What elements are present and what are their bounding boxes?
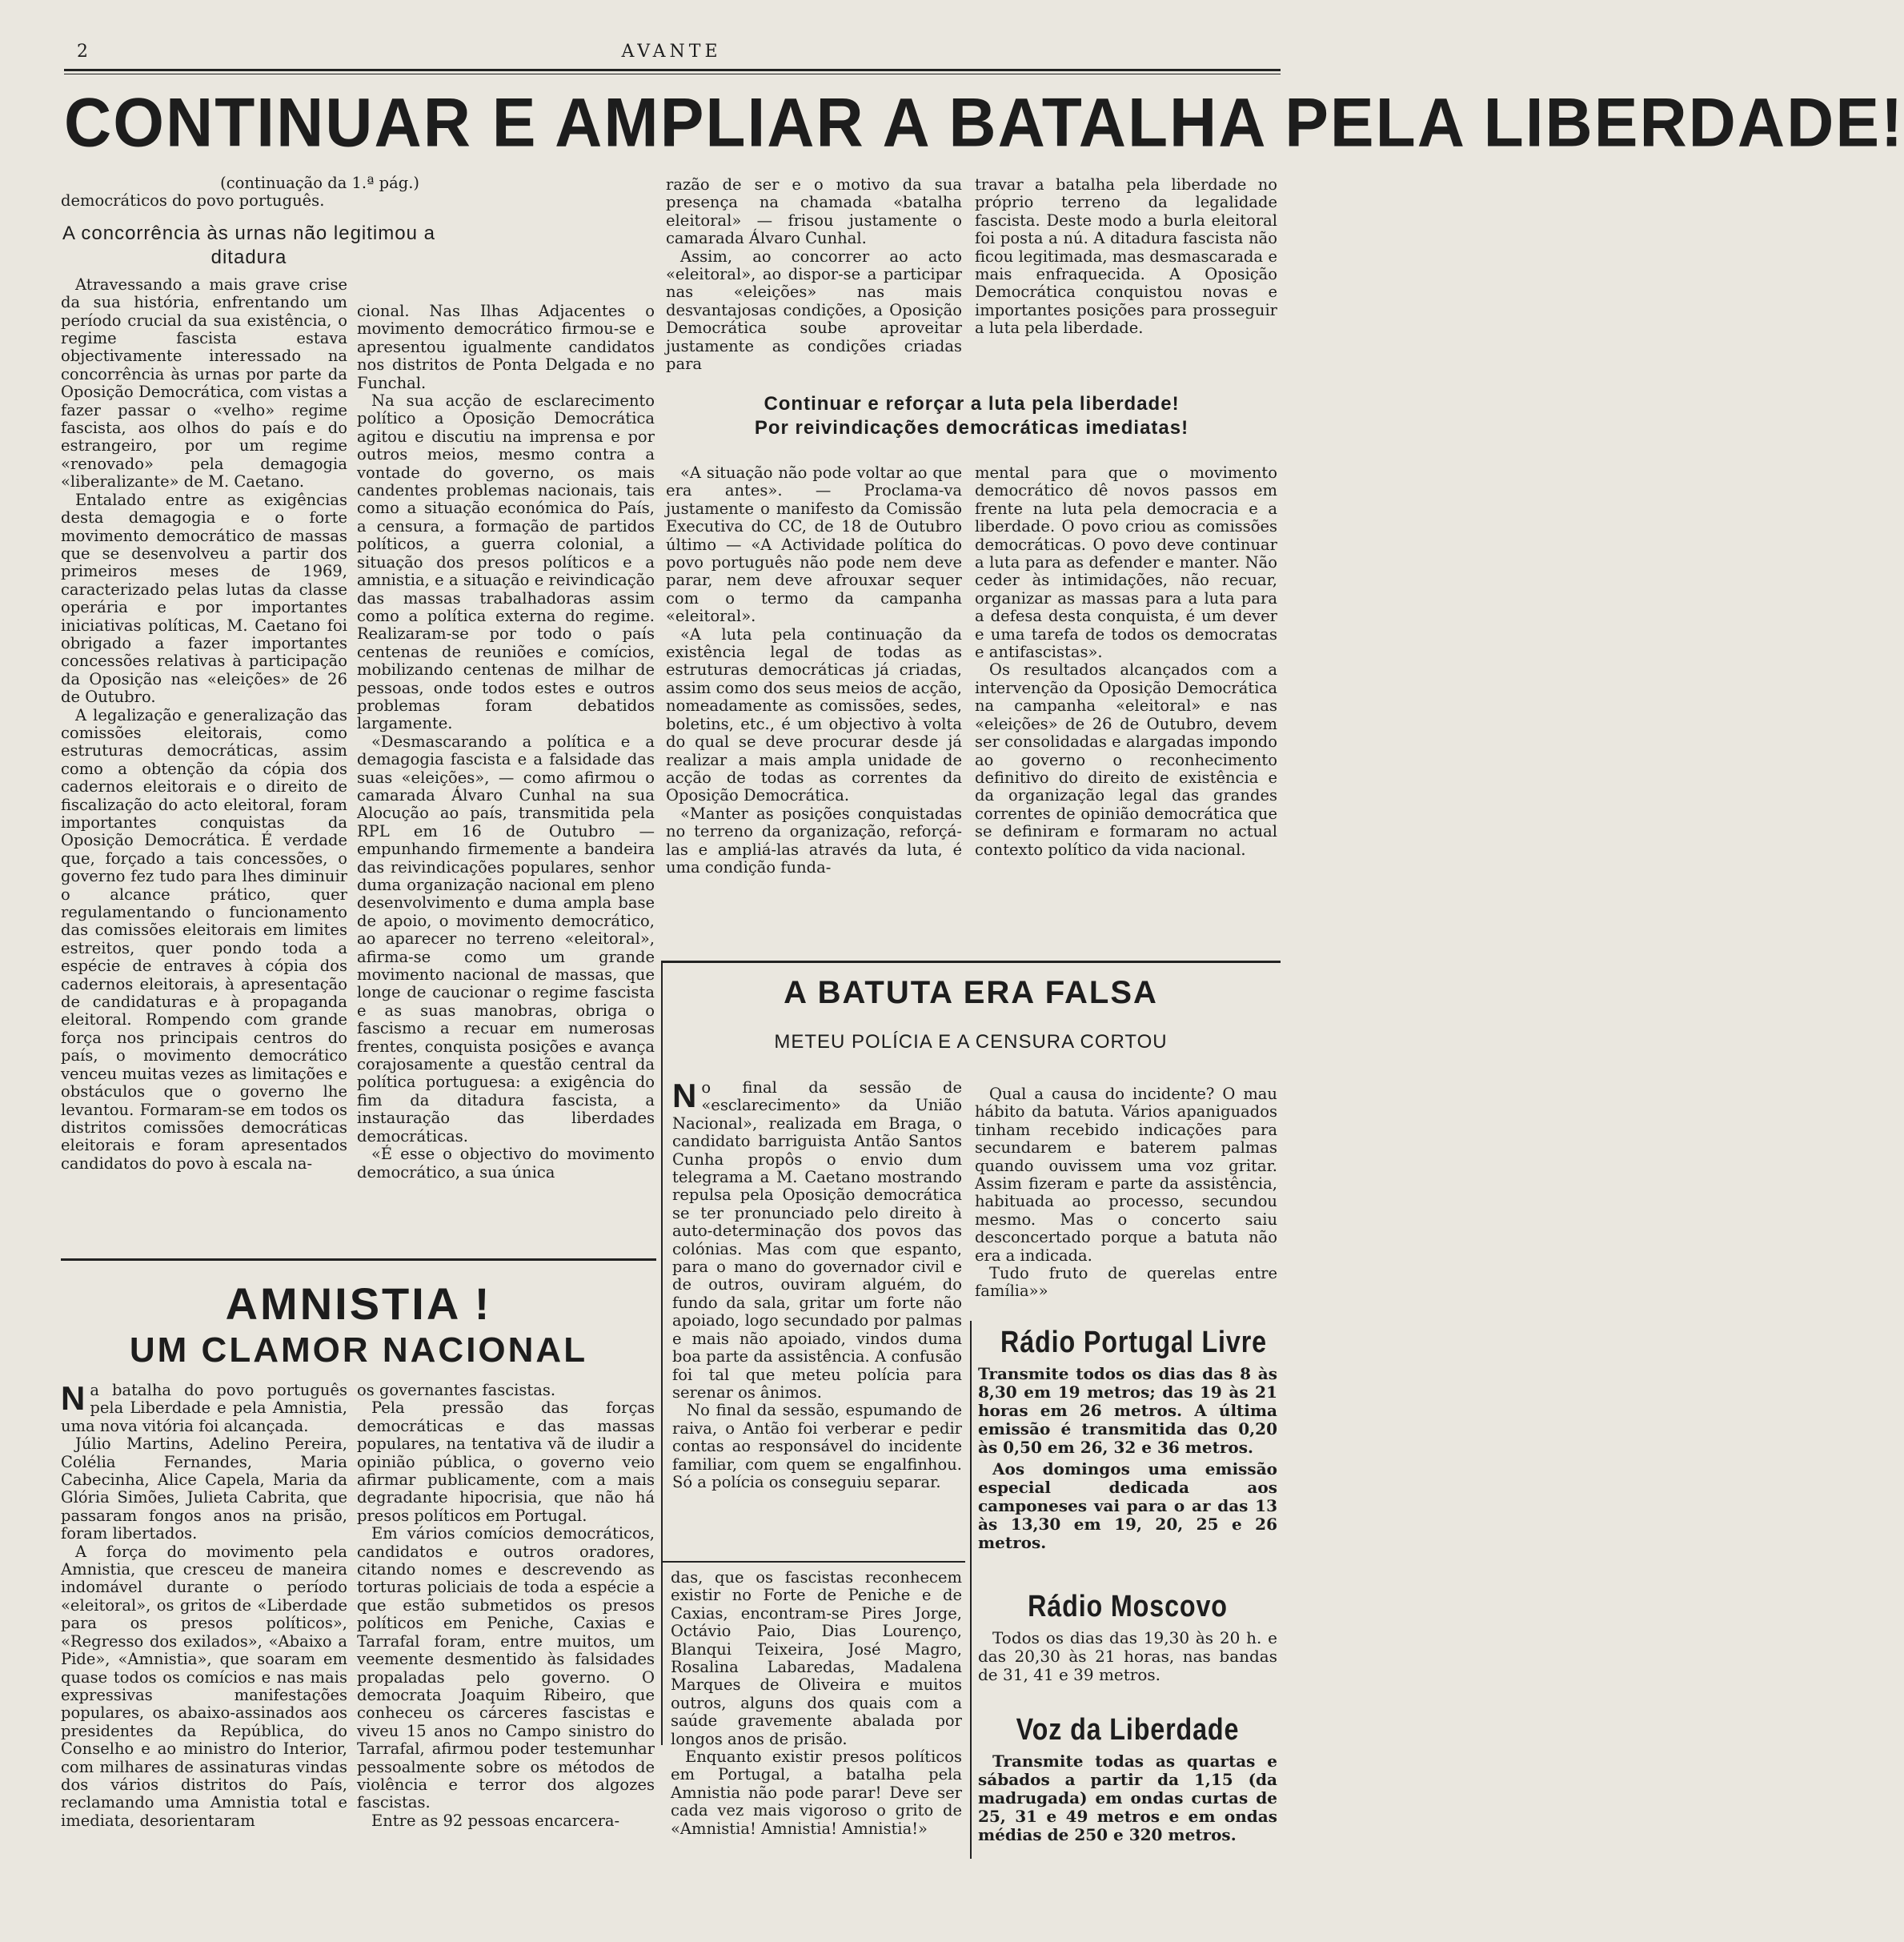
article-paragraph: o final da sessão de «esclarecimento» da União Nacional», realizada em Braga, o candidato barriguista Antão Santos Cunha propôs o envio dum telegrama a M. Caetano mostrando repulsa pela Oposição democrática se ter pronunciado pelo direito à auto-determinação dos povos das colónias. Mas com que espanto, para o mano do governador civil e de outros, ouviram alguém, do fundo da sala, gritar um forte não apoiado, logo secundado por palmas e mais não apoiado, vindos duma boa parte da assistência. A confusão foi tal que meteu polícia para serenar os ânimos. [672, 1078, 962, 1402]
article-paragraph: cional. Nas Ilhas Adjacentes o movimento democrático firmou-se e apresentou igualmente candidatos nos distritos de Ponta Delgada e no Funchal. [357, 302, 655, 392]
page-headline: CONTINUAR E AMPLIAR A BATALHA PELA LIBERDADE! [64, 84, 1904, 162]
article-paragraph: travar a batalha pela liberdade no próprio terreno da legalidade fascista. Deste modo a burla eleitoral foi posta a nú. A ditadura fascista não ficou legitimada, mas desmascarada e mais enfraquecida. A Oposição Democrática conquistou novas e importantes posições para prosseguir a luta pela liberdade. [975, 175, 1277, 338]
article-paragraph: Pela pressão das forças democráticas e das massas populares, na tentativa vã de iludir a opinião pública, o governo veio afirmar publicamente, com a mais degradante hipocrisia, que não há presos políticos em Portugal. [357, 1398, 655, 1525]
article-paragraph: Os resultados alcançados com a intervenção da Oposição Democrática na campanha «eleitoral» e nas «eleições» de 26 de Outubro, devem ser consolidadas e alargadas impondo ao governo o reconhecimento definitivo do direito de existência e da organização legal das grandes correntes de opinião democrática que se definiram e formaram no actual contexto político da vida nacional. [975, 660, 1277, 859]
article-paragraph: Enquanto existir presos políticos em Portugal, a batalha pela Amnistia não pode parar! Deve ser cada vez mais vigoroso o grito de «Amnistia! Amnistia! Amnistia!» [671, 1747, 962, 1838]
batuta-top-rule [661, 961, 1281, 963]
page-number: 2 [77, 42, 88, 62]
article-paragraph: «Desmascarando a política e a demagogia fascista e a falsidade das suas «eleições», — como afirmou o camarada Álvaro Cunhal na sua Alocução ao país, transmitida pela RPL em 16 de Outubro — empunhando firmemente a bandeira das reivindicações populares, senhor duma organização nacional em pleno desenvolvimento e duma ampla base de apoio, o movimento democrático, ao aparecer no terreno «eleitoral», afirma-se como um grande movimento nacional de massas, que longe de caucionar o regime fascista e as suas manobras, obriga o fascismo a recuar em numerosas frentes, conquista posições e avança corajosamente a questão central da política portuguesa: a exigência do fim da ditadura fascista, a instauração das liberdades democráticas. [357, 732, 655, 1146]
radio-moscovo [978, 1590, 1277, 1684]
batuta-title: A BATUTA ERA FALSA [784, 975, 1158, 1010]
article-paragraph: a batalha do povo português pela Liberdade e pela Amnistia, uma nova vitória foi alcançada. [61, 1381, 347, 1435]
article-paragraph: «Manter as posições conquistadas no terreno da organização, reforçá-las e ampliá-las através da luta, é uma condição funda- [666, 804, 962, 877]
article-paragraph: «A luta pela continuação da existência legal de todas as estruturas democráticas já criadas, assim como dos seus meios de acção, nomeadamente as comissões, sedes, boletins, etc., é um objectivo à volta do qual se deve procurar desde já realizar a mais ampla unidade de acção de todas as correntes da Oposição Democrática. [666, 624, 962, 805]
amnistia-column-2 [357, 1382, 655, 1830]
amnistia-title: AMNISTIA ! [225, 1278, 492, 1329]
article-paragraph: Assim, ao concorrer ao acto «eleitoral», ao dispor-se a participar nas «eleições» nas mais desvantajosas condições, a Oposição Democrática soube aproveitar justamente as condições criadas para [666, 247, 962, 374]
subheading-urnas: A concorrência às urnas não legitimou a ditadura [62, 222, 435, 268]
article-paragraph: Júlio Martins, Adelino Pereira, Colélia Fernandes, Maria Cabecinha, Alice Capela, Maria da Glória Simões, Julieta Cabrita, que passaram fongos anos na prisão, foram libertados. [61, 1434, 347, 1543]
article-column-2 [357, 303, 655, 1182]
article-paragraph: Entalado entre as exigências desta demagogia e o forte movimento democrático de massas que se desenvolveu a partir dos primeiros meses de 1969, caracterizado pelas lutas da classe operária e por importantes iniciativas políticas, M. Caetano foi obrigado a fazer importantes concessões relativas à participação da Oposição nas «eleições» de 26 de Outubro. [61, 490, 347, 707]
continuation-note: (continuação da 1.ª pág.) [220, 174, 419, 192]
subheading-continuar [666, 392, 1277, 440]
intro-line: democráticos do povo português. [61, 191, 325, 211]
article-paragraph: A legalização e generalização das comissões eleitorais, como estruturas democráticas, assim como a obtenção da cópia dos cadernos eleitorais e o direito de fiscalização do acto eleitoral, foram importantes conquistas da Oposição Democrática. É verdade que, forçado a tais concessões, o governo fez tudo para lhes diminuir o alcance prático, quer regulamentando o funcionamento das comissões eleitorais em limites estreitos, quer pondo toda a espécie de entraves à cópia dos cadernos eleitorais, à apresentação de candidaturas e à propaganda eleitoral. Rompendo com grande força nos principais centros do país, o movimento democrático venceu muitas vezes as limitações e obstáculos que o governo lhe levantou. Formaram-se em todos os distritos comissões democráticas eleitorais e foram apresentados candidatos do povo à escala na- [61, 705, 347, 1173]
radio-schedule: Transmite todos os dias das 8 às 8,30 em 19 metros; das 19 às 21 horas em 26 metros. A última emissão é transmitida das 0,20 às 0,50 em 26, 32 e 36 metros. [978, 1364, 1277, 1457]
article-paragraph: A força do movimento pela Amnistia, que cresceu de maneira indomável durante o período «eleitoral», os gritos de «Liberdade para os presos políticos», «Regresso dos exilados», «Abaixo a Pide», «Amnistia», que soaram em quase todos os comícios e nas mais expressivas manifestações populares, os abaixo-assinados aos presidentes da República, do Conselho e ao ministro do Interior, com milhares de assinaturas vindas dos vários distritos do País, reclamando uma Amnistia total e imediata, desorientaram [61, 1542, 347, 1830]
amnistia-top-rule [61, 1258, 656, 1261]
radio-name: Rádio Portugal Livre [1000, 1326, 1267, 1359]
radio-name: Voz da Liberdade [1016, 1713, 1240, 1747]
article-paragraph: No final da sessão, espumando de raiva, o Antão foi verberar e pedir contas ao responsável do incidente familiar, com quem se engalfinhou. Só a polícia os conseguiu separar. [672, 1401, 962, 1491]
radio-voz-liberdade [978, 1713, 1277, 1844]
subheading-line-2: Por reivindicações democráticas imediatas! [754, 417, 1189, 439]
article-paragraph: «A situação não pode voltar ao que era antes». — Proclama-va justamente o manifesto da Comissão Executiva do CC, de 18 de Outubro último — «A Actividade política do povo português não pode nem deve parar, nem deve afrouxar sequer com o termo da campanha «eleitoral». [666, 463, 962, 626]
article-paragraph: Atravessando a mais grave crise da sua história, enfrentando um período crucial da sua existência, o regime fascista estava objectivamente interessado na concorrência às urnas por parte da Oposição Democrática, com vistas a fazer passar o «velho» regime fascista, aos olhos do país e do estrangeiro, por um regime «renovado» pela demagogia «liberalizante» de M. Caetano. [61, 275, 347, 492]
masthead: AVANTE [621, 42, 722, 62]
radio-left-rule [970, 1321, 972, 1859]
radio-portugal-livre [978, 1326, 1277, 1552]
article-column-4 [975, 176, 1277, 338]
article-paragraph: Entre as 92 pessoas encarcera- [371, 1811, 620, 1830]
radio-name: Rádio Moscovo [1028, 1590, 1228, 1623]
article-paragraph: razão de ser e o motivo da sua presença na chamada «batalha eleitoral» — frisou justamente o camarada Álvaro Cunhal. [666, 175, 962, 248]
batuta-bottom-rule [661, 1561, 965, 1563]
batuta-column-1 [672, 1079, 962, 1491]
amnistia-subtitle: UM CLAMOR NACIONAL [129, 1330, 588, 1370]
radio-schedule: Transmite todas as quartas e sábados a partir da 1,15 (da madrugada) em ondas curtas de 25, 31 e 49 metros e em ondas médias de 250 e 320 metros. [978, 1751, 1277, 1844]
article-column-3b [666, 464, 962, 877]
subheading-line-1: Continuar e reforçar a luta pela liberdade! [764, 393, 1180, 415]
radio-schedule: Aos domingos uma emissão especial dedicada aos camponeses vai para o ar das 13 às 13,30 em 19, 20, 25 e 26 metros. [978, 1459, 1277, 1552]
article-paragraph: Qual a causa do incidente? O mau hábito da batuta. Vários apaniguados tinham recebido indicações para secundarem e baterem palmas quando ouvissem uma voz gritar. Assim fizeram e parte da assistência, habituada ao processo, secundou mesmo. Mas o concerto saiu desconcertado porque a batuta não era a indicada. [975, 1085, 1277, 1265]
article-column-3 [666, 176, 962, 373]
article-paragraph: Na sua acção de esclarecimento político a Oposição Democrática agitou e discutiu na imprensa e por outros meios, mesmo contra a vontade do governo, os mais candentes problemas nacionais, tais como a situação económica do País, a censura, a formação de partidos políticos, a guerra colonial, a situação dos presos políticos e a amnistia, e a situação e reivindicação das massas trabalhadoras assim como a política externa do regime. Realizaram-se por todo o país centenas de reuniões e comícios, mobilizando centenas de milhar de pessoas, onde todos estes e outros problemas foram debatidos largamente. [357, 391, 655, 733]
batuta-column-2 [975, 1085, 1277, 1301]
radio-schedule: Todos os dias das 19,30 às 20 h. e das 20,30 às 21 horas, nas bandas de 31, 41 e 39 metros. [978, 1628, 1277, 1684]
amnistia-column-3 [671, 1569, 962, 1838]
amnistia-column-1 [61, 1379, 347, 1830]
batuta-subtitle: METEU POLÍCIA E A CENSURA CORTOU [774, 1031, 1168, 1053]
article-column-4b [975, 464, 1277, 859]
batuta-dropcap: N [672, 1077, 697, 1114]
article-paragraph: mental para que o movimento democrático dê novos passos em frente na luta pela democracia e a liberdade. O povo criou as comissões democráticas. O povo deve continuar a luta para as defender e manter. Não ceder às intimidações, não recuar, organizar as massas para a luta para a defesa desta conquista, é um dever e uma tarefa de todos os democratas e antifascistas». [975, 463, 1277, 662]
article-paragraph: das, que os fascistas reconhecem existir no Forte de Peniche e de Caxias, encontram-se Pires Jorge, Octávio Paio, Dias Lourenço, Blanqui Teixeira, José Magro, Rosalina Labaredas, Madalena Marques de Oliveira e muitos outros, alguns dos quais com a saúde gravemente abalada por longos anos de prisão. [671, 1568, 962, 1748]
article-paragraph: os governantes fascistas. [357, 1381, 556, 1399]
article-paragraph: Tudo fruto de querelas entre família»» [975, 1264, 1277, 1301]
article-paragraph: Em vários comícios democráticos, candidatos e outros oradores, citando nomes e descrevendo as torturas policiais de toda a espécie a que estão submetidos os presos políticos em Peniche, Caxias e Tarrafal foram, entre muitos, um veemente desmentido às falsidades propaladas pelo governo. O democrata Joaquim Ribeiro, que conheceu os cárceres fascistas e viveu 15 anos no Campo sinistro do Tarrafal, afirmou poder testemunhar pessoalmente sobre os métodos de violência e terror dos algozes fascistas. [357, 1524, 655, 1812]
article-paragraph: «É esse o objectivo do movimento democrático, a sua única [357, 1145, 655, 1182]
batuta-left-rule [661, 961, 663, 1745]
masthead-rule [64, 69, 1281, 71]
article-column-1 [61, 174, 435, 1173]
amnistia-dropcap: N [61, 1379, 86, 1417]
